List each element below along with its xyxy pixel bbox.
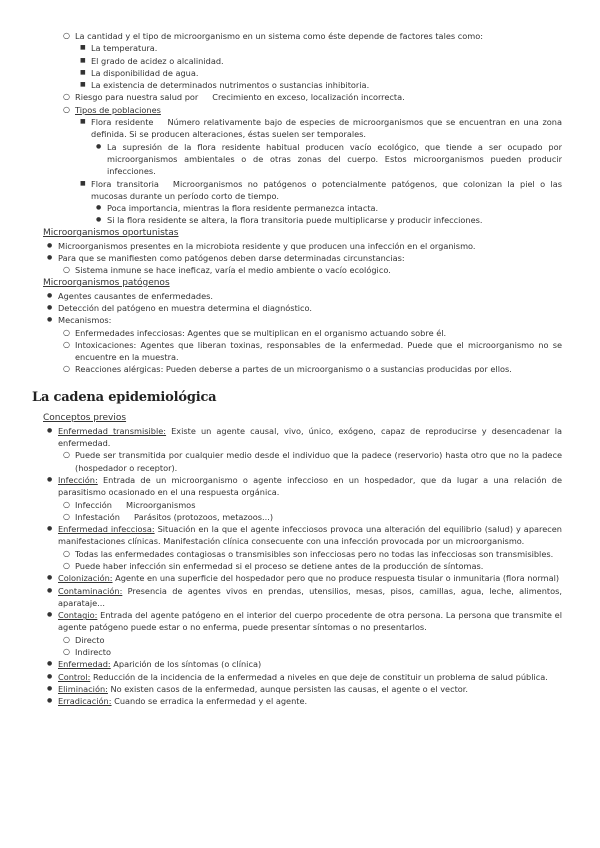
- concept-transmissible-sub: ○ Puede ser transmitida por cualquier medio desde el individuo que la padece (reservorio) hasta otro que no la padece (hospedador o receptor).: [75, 449, 562, 474]
- concepts-heading: Conceptos previos: [43, 412, 127, 423]
- concept-colonization: ● Colonización: Agente en una superficie del hospedador pero que no produce respuesta tisular o inmunitaria (flora normal): [58, 572, 562, 584]
- list-item-quantity: ○ La cantidad y el tipo de microorganismo en un sistema como éste depende de factores tales como:: [75, 30, 562, 42]
- concept-contagion-sub: ○ Indirecto: [75, 646, 562, 658]
- factor-item: ■ El grado de acidez o alcalinidad.: [91, 55, 562, 67]
- concept-infection-sub: ○ Infestación Parásitos (protozoos, metazoos...): [75, 511, 562, 523]
- concept-contagion-sub: ○ Directo: [75, 634, 562, 646]
- transient-flora-sub: ● Si la flora residente se altera, la flora transitoria puede multiplicarse y producir infecciones.: [107, 214, 562, 226]
- concept-control: ● Control: Reducción de la incidencia de la enfermedad a niveles en que deje de constituir un problema de salud pública.: [58, 671, 562, 683]
- pathogens-heading: Microorganismos patógenos: [43, 277, 170, 288]
- factor-item: ■ La existencia de determinados nutrimentos o sustancias inhibitoria.: [91, 79, 562, 91]
- opportunists-item: ● Microorganismos presentes en la microbiota residente y que producen una infección en el organismo.: [58, 240, 562, 252]
- concept-eradication: ● Erradicación: Cuando se erradica la enfermedad y el agente.: [58, 695, 562, 707]
- opportunists-item: ● Para que se manifiesten como patógenos deben darse determinadas circunstancias:: [58, 252, 562, 264]
- concept-transmissible: ● Enfermedad transmisible: Existe un agente causal, vivo, único, exógeno, capaz de reproducirse y desencadenar la enfermedad.: [58, 425, 562, 450]
- opportunists-heading: Microorganismos oportunistas: [43, 227, 179, 238]
- transient-flora-item: ■ Flora transitoria Microorganismos no patógenos o potencialmente patógenos, que colonizan la piel o las mucosas durante un período corto de tiempo.: [91, 178, 562, 203]
- pathogens-item: ● Agentes causantes de enfermedades.: [58, 290, 562, 302]
- pathogens-item: ● Detección del patógeno en muestra determina el diagnóstico.: [58, 302, 562, 314]
- list-item-populations: ○ Tipos de poblaciones: [75, 104, 562, 116]
- opportunists-sub: ○ Sistema inmune se hace ineficaz, varía el medio ambiente o vacío ecológico.: [75, 264, 562, 276]
- concept-contamination: ● Contaminación: Presencia de agentes vivos en prendas, utensilios, mesas, pisos, camillas, agua, leche, alimentos, aparataje...: [58, 585, 562, 610]
- mechanism-item: ○ Intoxicaciones: Agentes que liberan toxinas, responsables de la enfermedad. Puede que el microorganismo no se encuentre en la muestra.: [75, 339, 562, 364]
- concept-infectious-disease: ● Enfermedad infecciosa: Situación en la que el agente infecciosos provoca una alteración del equilibrio (salud) y aparecen manifestaciones clínicas. Manifestación clínica consecuente con una infección provocada por un microorganismo.: [58, 523, 562, 548]
- factor-item: ■ La disponibilidad de agua.: [91, 67, 562, 79]
- concept-infectious-sub: ○ Todas las enfermedades contagiosas o transmisibles son infecciosas pero no todas las infecciosas son transmisibles.: [75, 548, 562, 560]
- concept-contagion: ● Contagio: Entrada del agente patógeno en el interior del cuerpo procedente de otra persona. La persona que transmite el agente patógeno puede estar o no enferma, puede presentar síntomas o no presentarlos.: [58, 609, 562, 634]
- concept-infection-sub: ○ Infección Microorganismos: [75, 499, 562, 511]
- transient-flora-sub: ● Poca importancia, mientras la flora residente permanezca intacta.: [107, 202, 562, 214]
- section-title: La cadena epidemiológica: [32, 389, 217, 405]
- resident-flora-item: ■ Flora residente Número relativamente bajo de especies de microorganismos que se encuentran en una zona definida. Si se producen alteraciones, éstas suelen ser temporales.: [91, 116, 562, 141]
- concept-infectious-sub: ○ Puede haber infección sin enfermedad si el proceso se detiene antes de la producción de síntomas.: [75, 560, 562, 572]
- mechanism-item: ○ Reacciones alérgicas: Pueden deberse a partes de un microorganismo o a sustancias producidas por ellos.: [75, 363, 562, 375]
- list-item-risk: ○ Riesgo para nuestra salud por Crecimiento en exceso, localización incorrecta.: [75, 91, 562, 103]
- mechanism-item: ○ Enfermedades infecciosas: Agentes que se multiplican en el organismo actuando sobre él.: [75, 327, 562, 339]
- concept-infection: ● Infección: Entrada de un microorganismo o agente infeccioso en un hospedador, que da lugar a una relación de parasitismo ocasionado en el una respuesta orgánica.: [58, 474, 562, 499]
- pathogens-item: ● Mecanismos:: [58, 314, 562, 326]
- concept-elimination: ● Eliminación: No existen casos de la enfermedad, aunque persisten las causas, el agente o el vector.: [58, 683, 562, 695]
- resident-flora-sub: ● La supresión de la flora residente habitual producen vacío ecológico, que tiende a ser ocupado por microorganismos ambientales o de otras zonas del cuerpo. Estos microorganismos pueden producir infecciones.: [107, 141, 562, 178]
- factor-item: ■ La temperatura.: [91, 42, 562, 54]
- concept-disease: ● Enfermedad: Aparición de los síntomas (o clínica): [58, 658, 562, 670]
